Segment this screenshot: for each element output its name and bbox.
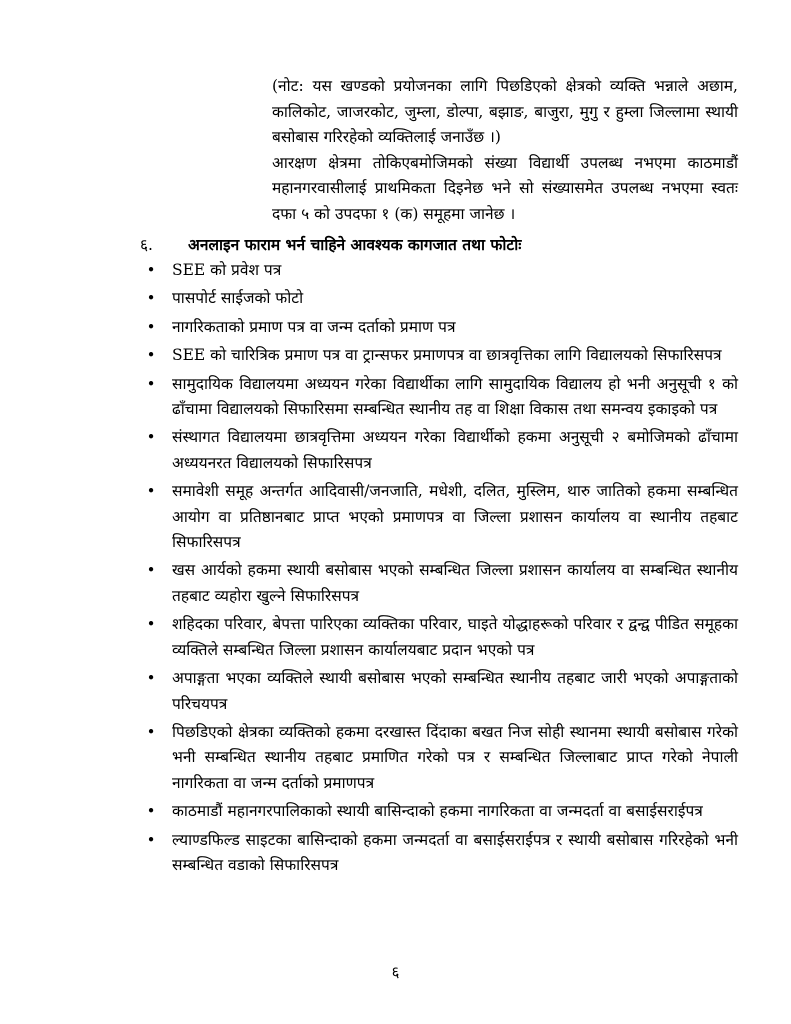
list-item-text: समावेशी समूह अन्तर्गत आदिवासी/जनजाति, मधेशी, दलित, मुस्लिम, थारु जातिको हकमा सम्बन्धित आयोग वा प्रतिष्ठानबाट प्राप्त भएको प्रमाणपत्र वा जिल्ला प्रशासन कार्यालय वा स्थानीय तहबाट सिफारिसपत्र (172, 482, 738, 552)
list-item (146, 315, 738, 340)
bullet-icon: • (146, 722, 156, 741)
list-item (146, 479, 738, 555)
bullet-icon: • (146, 289, 156, 308)
bullet-icon: • (146, 802, 156, 821)
list-item-text: SEE को चारित्रिक प्रमाण पत्र वा ट्रान्सफर प्रमाणपत्र वा छात्रवृत्तिका लागि विद्यालयको सिफारिसपत्र (172, 346, 722, 365)
list-item-text: नागरिकताको प्रमाण पत्र वा जन्म दर्ताको प्रमाण पत्र (172, 317, 456, 336)
reservation-paragraph: आरक्षण क्षेत्रमा तोकिएबमोजिमको संख्या विद्यार्थी उपलब्ध नभएमा काठमाडौं महानगरवासीलाई प्राथमिकता दिइनेछ भने सो संख्यासमेत उपलब्ध नभएमा स्वतः दफा ५ को उपदफा १ (क) समूहमा जानेछ । (272, 153, 738, 223)
list-item (146, 612, 738, 663)
list-item-text: पासपोर्ट साईजको फोटो (172, 289, 304, 308)
page-number: ६ (391, 963, 400, 981)
bullet-icon: • (146, 561, 156, 580)
section-number: ६. (140, 236, 153, 254)
list-item-text: अपाङ्गता भएका व्यक्तिले स्थायी बसोबास भएको सम्बन्धित स्थानीय तहबाट जारी भएको अपाङ्गताको परिचयपत्र (172, 669, 738, 713)
list-item-text: काठमाडौं महानगरपालिकाको स्थायी बासिन्दाको हकमा नागरिकता वा जन्मदर्ता वा बसाईसराईपत्र (172, 802, 703, 821)
bullet-icon: • (146, 482, 156, 501)
list-item (146, 558, 738, 609)
list-item (146, 286, 738, 311)
bullet-icon: • (146, 669, 156, 688)
bullet-icon: • (146, 830, 156, 849)
bullet-icon: • (146, 317, 156, 336)
note-block (272, 74, 738, 227)
list-item (146, 343, 738, 368)
list-item-text: खस आर्यको हकमा स्थायी बसोबास भएको सम्बन्धित जिल्ला प्रशासन कार्यालय वा सम्बन्धित स्थानीय तहबाट व्यहोरा खुल्ने सिफारिसपत्र (172, 561, 738, 605)
bullet-icon: • (146, 346, 156, 365)
bullet-icon: • (146, 615, 156, 634)
section-heading (140, 234, 740, 256)
list-item (146, 666, 738, 717)
list-item (146, 258, 738, 283)
list-item (146, 799, 738, 824)
section-title: अनलाइन फाराम भर्न चाहिने आवश्यक कागजात तथा फोटोः (188, 235, 522, 254)
list-item (146, 720, 738, 796)
bullet-icon: • (146, 428, 156, 447)
list-item-text: सामुदायिक विद्यालयमा अध्ययन गरेका विद्यार्थीका लागि सामुदायिक विद्यालय हो भनी अनुसूची १ को ढाँचामा विद्यालयको सिफारिसमा सम्बन्धित स्थानीय तह वा शिक्षा विकास तथा समन्वय इकाइको पत्र (172, 374, 738, 419)
bullet-icon: • (146, 374, 156, 393)
list-item-text: संस्थागत विद्यालयमा छात्रवृत्तिमा अध्ययन गरेका विद्यार्थीको हकमा अनुसूची २ बमोजिमको ढाँचामा अध्ययनरत विद्यालयको सिफारिसपत्र (172, 428, 738, 472)
list-item (146, 828, 738, 879)
required-documents-list (146, 258, 738, 881)
list-item-text: शहिदका परिवार, बेपत्ता पारिएका व्यक्तिका परिवार, घाइते योद्धाहरूको परिवार र द्वन्द्व पीडित समूहका व्यक्तिले सम्बन्धित जिल्ला प्रशासन कार्यालयबाट प्रदान भएको पत्र (172, 615, 738, 659)
list-item (146, 425, 738, 476)
list-item (146, 372, 738, 423)
list-item-text: SEE को प्रवेश पत्र (172, 261, 282, 279)
list-item-text: पिछडिएको क्षेत्रका व्यक्तिको हकमा दरखास्त दिंदाका बखत निज सोही स्थानमा स्थायी बसोबास गरेको भनी सम्बन्धित स्थानीय तहबाट प्रमाणित गरेको पत्र र सम्बन्धित जिल्लाबाट प्राप्त गरेको नेपाली नागरिकता वा जन्म दर्ताको प्रमाणपत्र (172, 722, 738, 792)
list-item-text: ल्याण्डफिल्ड साइटका बासिन्दाको हकमा जन्मदर्ता वा बसाईसराईपत्र र स्थायी बसोबास गरिरहेको भनी सम्बन्धित वडाको सिफारिसपत्र (172, 830, 738, 874)
note-paragraph: (नोट: यस खण्डको प्रयोजनका लागि पिछडिएको क्षेत्रको व्यक्ति भन्नाले अछाम, कालिकोट, जाजरकोट, जुम्ला, डोल्पा, बझाङ, बाजुरा, मुगु र हुम्ला जिल्लामा स्थायी बसोबास गरिरहेको व्यक्तिलाई जनाउँछ ।) (272, 77, 738, 146)
bullet-icon: • (146, 261, 156, 279)
